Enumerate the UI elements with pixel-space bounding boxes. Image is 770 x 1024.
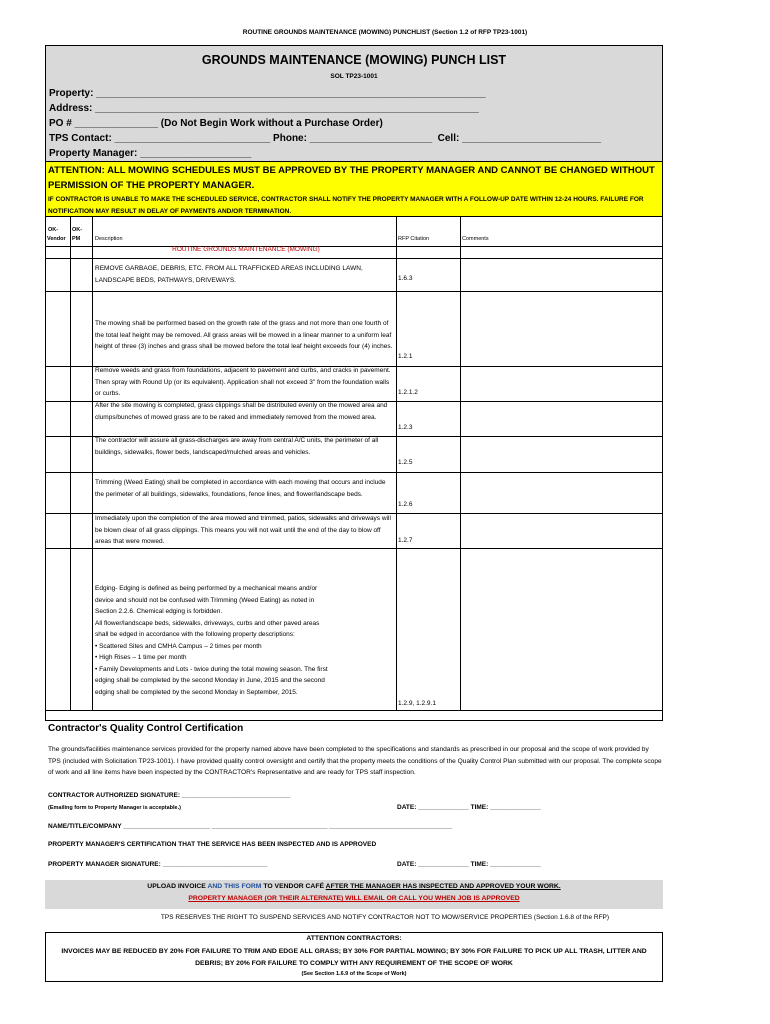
qc-title: Contractor's Quality Control Certification [48,723,244,734]
attention-banner [46,161,662,217]
attention-sub: IF CONTRACTOR IS UNABLE TO MAKE THE SCHEDULED SERVICE, CONTRACTOR SHALL NOTIFY THE PROPERTY MANAGER WITH A FOLLOW-UP DATE WITHIN 12-24 HOURS. FAILURE FOR NOTIFICATION MAY RESULT IN DELAY OF PAYMENTS AND/OR TERMINATION. [48,196,644,215]
row-description: REMOVE GARBAGE, DEBRIS, ETC. FROM ALL TRAFFICKED AREAS INCLUDING LAWN, LANDSCAPE BEDS, PATHWAYS, DRIVEWAYS. [95,265,363,284]
upload-instruction [45,883,663,890]
pm-signature-field[interactable]: PROPERTY MANAGER SIGNATURE: _____________________________ [48,861,268,868]
title-box [46,46,662,88]
reserve-notice: TPS RESERVES THE RIGHT TO SUSPEND SERVICES AND NOTIFY CONTRACTOR NOT TO MOW/SERVICE PROPERTIES (Section 1.6.8 of the RFP) [160,914,610,921]
contractor-signature-field[interactable]: CONTRACTOR AUTHORIZED SIGNATURE: ______________________________ [48,792,291,799]
row-description: The contractor will assure all grass-discharges are away from central A/C units, the perimeter of all buildings, sidewalks, flower beds, landscaped/mulched areas and vehicles. [95,437,379,456]
property-manager-field[interactable]: Property Manager: ____________________ [49,148,252,159]
edging-line: edging shall be completed by the second Monday in June, 2015 and the second [95,677,325,684]
row-divider [46,548,662,549]
edging-line: Edging- Edging is defined as being performed by a mechanical means and/or [95,585,318,592]
date-time-field-2[interactable]: DATE: ______________ TIME: ______________ [397,861,541,868]
edging-line: • High Rises – 1 time per month [95,654,187,661]
property-info-box [46,87,662,161]
row-rfp: 1.2.1.2 [398,389,418,396]
upload-text: UPLOAD INVOICE [147,883,208,890]
section-title: ROUTINE GROUNDS MAINTENANCE (MOWING) [172,246,320,253]
property-field[interactable]: Property: ______________________________________________________________________ [49,88,486,99]
row-divider [46,246,662,247]
upload-box [45,880,663,909]
attention-contractors-note: (See Section 1.6.9 of the Scope of Work) [301,971,407,977]
attention-contractors-box [45,932,663,982]
emailing-note: (Emailing form to Property Manager is acceptable.) [48,805,181,811]
header-vendor: Vendor [47,236,66,242]
row-divider [46,258,662,259]
edging-line: edging shall be completed by the second Monday in September, 2015. [95,688,298,696]
row-rfp: 1.2.6 [398,501,413,508]
attention-contractors-title: ATTENTION CONTRACTORS: [306,935,402,942]
sol-number: SOL TP23-1001 [330,73,378,80]
header-rfp: RFP Citation [398,236,430,242]
qc-paragraph: The grounds/facilities maintenance services provided for the property named above have been completed to the specifications and standards as prescribed in our proposal and the scope of work provided by TPS (included with Solicitation TP23-1001). I have provided quality control oversight and certify that the property meets the conditions of the Quality Control Plan submitted with our proposal. The complete scope of work and all line items have been inspected by the CONTRACTOR's Representative and are ready for TPS staff inspection. [48,746,662,776]
edging-line: • Family Developments and Lots - twice during the total mowing season. The first [95,665,328,673]
row-description-edging [95,583,395,698]
form-title: GROUNDS MAINTENANCE (MOWING) PUNCH LIST [201,53,507,67]
upload-after-text: AFTER THE MANAGER HAS INSPECTED AND APPROVED YOUR WORK. [325,883,561,890]
header-caption: ROUTINE GROUNDS MAINTENANCE (MOWING) PUNCHLIST (Section 1.2 of RFP TP23-1001) [242,29,528,36]
header-description: Description [95,236,123,242]
row-description: Remove weeds and grass from foundations, adjacent to pavement and curbs, and cracks in pavement. Then spray with Round Up (or its equivalent). Application shall not exceed 3" from the foundation walls or curbs. [95,367,391,397]
attention-main: ATTENTION: ALL MOWING SCHEDULES MUST BE APPROVED BY THE PROPERTY MANAGER AND CANNOT BE CHANGED WITHOUT PERMISSION OF THE PROPERTY MANAGER. [48,165,655,191]
row-rfp: 1.2.7 [398,537,413,544]
row-rfp: 1.6.3 [398,275,413,282]
upload-approval-note: PROPERTY MANAGER (OR THEIR ALTERNATE) WILL EMAIL OR CALL YOU WHEN JOB IS APPROVED [188,895,520,902]
edging-line: • Scattered Sites and CMHA Campus – 2 times per month [95,642,262,650]
row-divider [46,472,662,473]
upload-vendor-text: TO VENDOR CAFÉ [261,883,326,890]
tps-contact-field[interactable]: TPS Contact: ____________________________ Phone: ______________________ Cell: _________________________ [49,133,602,144]
po-field[interactable]: PO # _______________ (Do Not Begin Work without a Purchase Order) [49,118,383,129]
date-time-field-1[interactable]: DATE: ______________ TIME: ______________ [397,804,541,811]
header-ok2: OK- [72,227,83,233]
row-divider [46,291,662,292]
upload-form-text: AND THIS FORM [207,883,262,890]
header-ok: OK- [48,227,59,233]
header-comments: Comments [462,236,489,242]
row-rfp: 1.2.1 [398,353,413,360]
row-divider [46,710,662,711]
name-title-company-field[interactable]: NAME/TITLE/COMPANY ________________________ ________________________________ __________________________________ [48,823,453,830]
header-pm: PM [72,236,81,242]
row-description: The mowing shall be performed based on the growth rate of the grass and not more than one fourth of the total leaf height may be removed. All grass areas will be mowed in a linear manner to a uniform leaf height of three (3) inches and grass shall be mowed before the total leaf height exceeds four (4) inches. [95,320,393,350]
edging-line: All flower/landscape beds, sidewalks, driveways, curbs and other paved areas [95,619,320,627]
row-rfp: 1.2.3 [398,424,413,431]
row-rfp: 1.2.9, 1.2.9.1 [398,700,436,707]
address-field[interactable]: Address: _____________________________________________________________________ [49,103,479,114]
edging-line: Section 2.2.6. Chemical edging is forbidden. [95,608,223,615]
row-description: After the site mowing is completed, grass clippings shall be distributed evenly on the mowed area and clumps/bunches of mowed grass are to be raked and immediately removed from the mowed area. [95,402,388,421]
row-description: Immediately upon the completion of the area mowed and trimmed, patios, sidewalks and driveways will be blown clear of all grass clippings. This means you will not wait until the end of the day to blow off areas that were mowed. [95,515,391,545]
edging-line: device and should not be confused with Trimming (Weed Eating) as noted in [95,596,315,604]
row-rfp: 1.2.5 [398,459,413,466]
row-description: Trimming (Weed Eating) shall be completed in accordance with each mowing that occurs and include the perimeter of all buildings, sidewalks, foundations, fence lines, and flower/landscape beds. [95,479,386,498]
edging-line: shall be edged in accordance with the following property descriptions: [95,631,295,638]
pm-certification: PROPERTY MANAGER'S CERTIFICATION THAT THE SERVICE HAS BEEN INSPECTED AND IS APPROVED [48,841,377,848]
attention-contractors-body: INVOICES MAY BE REDUCED BY 20% FOR FAILURE TO TRIM AND EDGE ALL GRASS; BY 30% FOR PARTIAL MOWING; BY 30% FOR FAILURE TO PICK UP ALL TRASH, LITTER AND DEBRIS; BY 20% FOR FAILURE TO COMPLY WITH ANY REQUIREMENT OF THE SCOPE OF WORK [61,948,647,967]
